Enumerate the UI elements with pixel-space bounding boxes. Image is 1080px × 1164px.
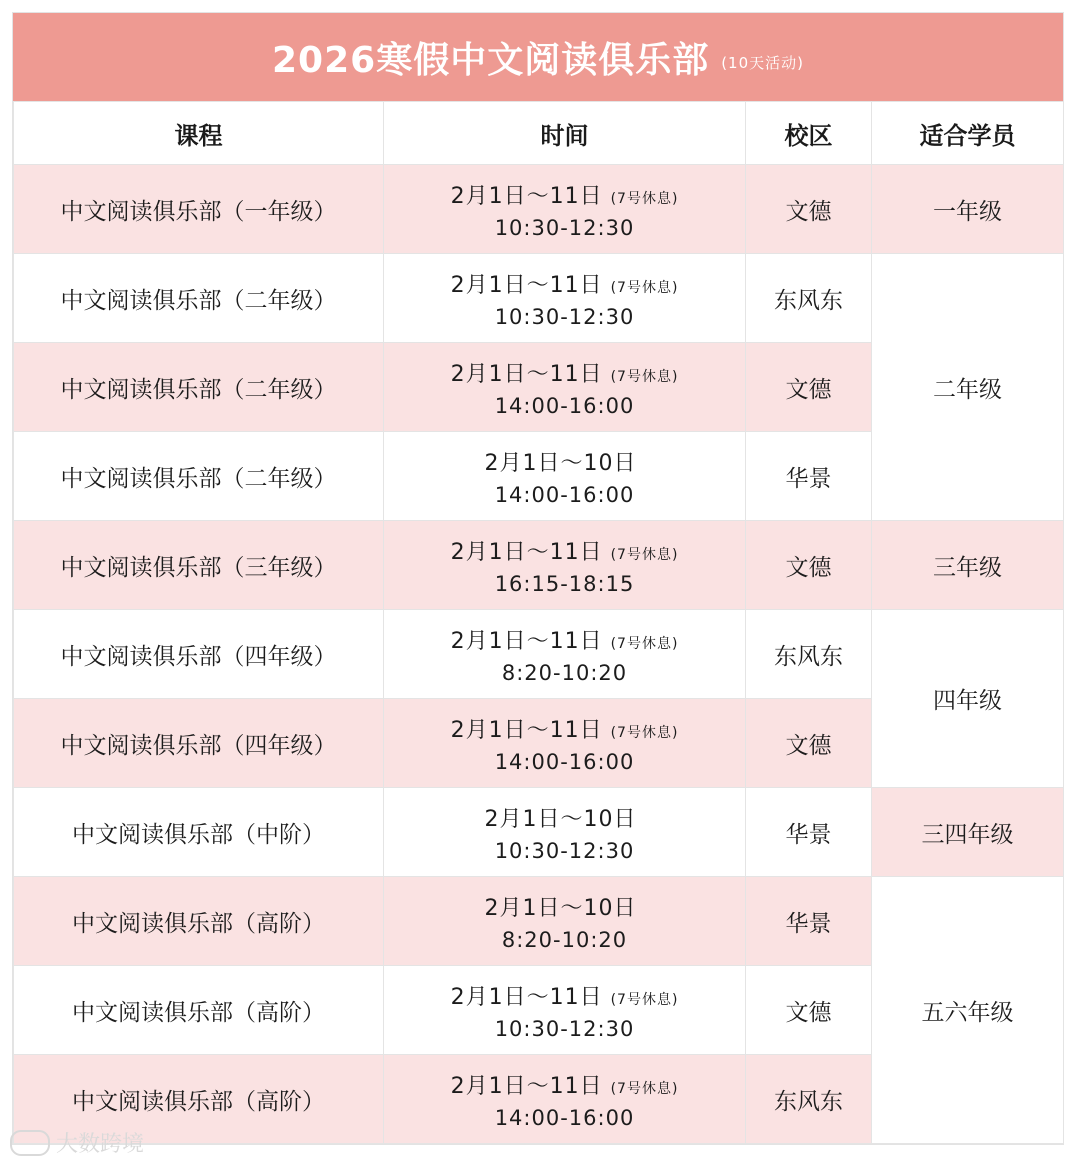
date-range: 2月1日～11日 [450, 272, 603, 298]
time-cell [384, 966, 746, 1055]
rest-note: (7号休息) [610, 724, 679, 741]
campus-cell: 文德 [746, 343, 872, 432]
time-cell [384, 699, 746, 788]
campus-cell: 文德 [746, 966, 872, 1055]
col-header-course: 课程 [14, 102, 384, 165]
date-range: 2月1日～11日 [450, 717, 603, 743]
students-cell: 四年级 [872, 610, 1064, 788]
course-cell: 中文阅读俱乐部（三年级） [14, 521, 384, 610]
students-cell: 三四年级 [872, 788, 1064, 877]
time-cell [384, 432, 746, 521]
campus-cell: 东风东 [746, 610, 872, 699]
watermark-text: 大数跨境 [56, 1132, 145, 1157]
rest-note: (7号休息) [610, 635, 679, 652]
col-header-campus: 校区 [746, 102, 872, 165]
time-range: 14:00-16:00 [494, 482, 635, 507]
time-range: 14:00-16:00 [494, 1105, 635, 1130]
table-row [14, 521, 1064, 610]
campus-cell: 东风东 [746, 254, 872, 343]
campus-cell: 东风东 [746, 1055, 872, 1144]
schedule-sheet [12, 12, 1064, 1145]
page-subtitle: (10天活动) [721, 53, 804, 72]
date-range: 2月1日～11日 [450, 183, 603, 209]
time-range: 10:30-12:30 [494, 838, 635, 863]
date-range: 2月1日～11日 [450, 1073, 603, 1099]
students-cell: 五六年级 [872, 877, 1064, 1144]
time-range: 16:15-18:15 [494, 571, 635, 596]
table-row [14, 788, 1064, 877]
campus-cell: 文德 [746, 521, 872, 610]
table-row [14, 254, 1064, 343]
course-cell: 中文阅读俱乐部（中阶） [14, 788, 384, 877]
rest-note: (7号休息) [610, 546, 679, 563]
rest-note: (7号休息) [610, 368, 679, 385]
time-cell [384, 788, 746, 877]
title-bar [13, 13, 1063, 101]
date-range: 2月1日～10日 [484, 450, 637, 476]
date-range: 2月1日～11日 [450, 539, 603, 565]
table-row [14, 610, 1064, 699]
rest-note: (7号休息) [610, 991, 679, 1008]
time-cell [384, 165, 746, 254]
time-range: 10:30-12:30 [494, 304, 635, 329]
date-range: 2月1日～11日 [450, 628, 603, 654]
campus-cell: 华景 [746, 877, 872, 966]
course-cell: 中文阅读俱乐部（二年级） [14, 432, 384, 521]
course-cell: 中文阅读俱乐部（一年级） [14, 165, 384, 254]
course-cell: 中文阅读俱乐部（二年级） [14, 254, 384, 343]
time-cell [384, 877, 746, 966]
date-range: 2月1日～10日 [484, 806, 637, 832]
rest-note: (7号休息) [610, 1080, 679, 1097]
table-row [14, 877, 1064, 966]
campus-cell: 文德 [746, 699, 872, 788]
rest-note: (7号休息) [610, 279, 679, 296]
date-range: 2月1日～11日 [450, 361, 603, 387]
course-cell: 中文阅读俱乐部（高阶） [14, 1055, 384, 1144]
watermark-logo-icon [10, 1130, 50, 1156]
course-cell: 中文阅读俱乐部（二年级） [14, 343, 384, 432]
time-range: 8:20-10:20 [501, 660, 628, 685]
students-cell: 一年级 [872, 165, 1064, 254]
course-cell: 中文阅读俱乐部（四年级） [14, 699, 384, 788]
course-cell: 中文阅读俱乐部（高阶） [14, 966, 384, 1055]
col-header-students: 适合学员 [872, 102, 1064, 165]
campus-cell: 文德 [746, 165, 872, 254]
campus-cell: 华景 [746, 432, 872, 521]
students-cell: 二年级 [872, 254, 1064, 521]
date-range: 2月1日～11日 [450, 984, 603, 1010]
watermark [10, 1127, 144, 1158]
date-range: 2月1日～10日 [484, 895, 637, 921]
students-cell: 三年级 [872, 521, 1064, 610]
time-cell [384, 610, 746, 699]
schedule-table [13, 101, 1064, 1144]
course-cell: 中文阅读俱乐部（高阶） [14, 877, 384, 966]
time-range: 14:00-16:00 [494, 749, 635, 774]
page-title: 2026寒假中文阅读俱乐部 [272, 39, 710, 81]
campus-cell: 华景 [746, 788, 872, 877]
rest-note: (7号休息) [610, 190, 679, 207]
time-range: 14:00-16:00 [494, 393, 635, 418]
time-range: 10:30-12:30 [494, 1016, 635, 1041]
time-range: 10:30-12:30 [494, 215, 635, 240]
header-row [14, 102, 1064, 165]
time-range: 8:20-10:20 [501, 927, 628, 952]
table-row [14, 165, 1064, 254]
time-cell [384, 343, 746, 432]
col-header-time: 时间 [384, 102, 746, 165]
time-cell [384, 521, 746, 610]
time-cell [384, 254, 746, 343]
time-cell [384, 1055, 746, 1144]
course-cell: 中文阅读俱乐部（四年级） [14, 610, 384, 699]
